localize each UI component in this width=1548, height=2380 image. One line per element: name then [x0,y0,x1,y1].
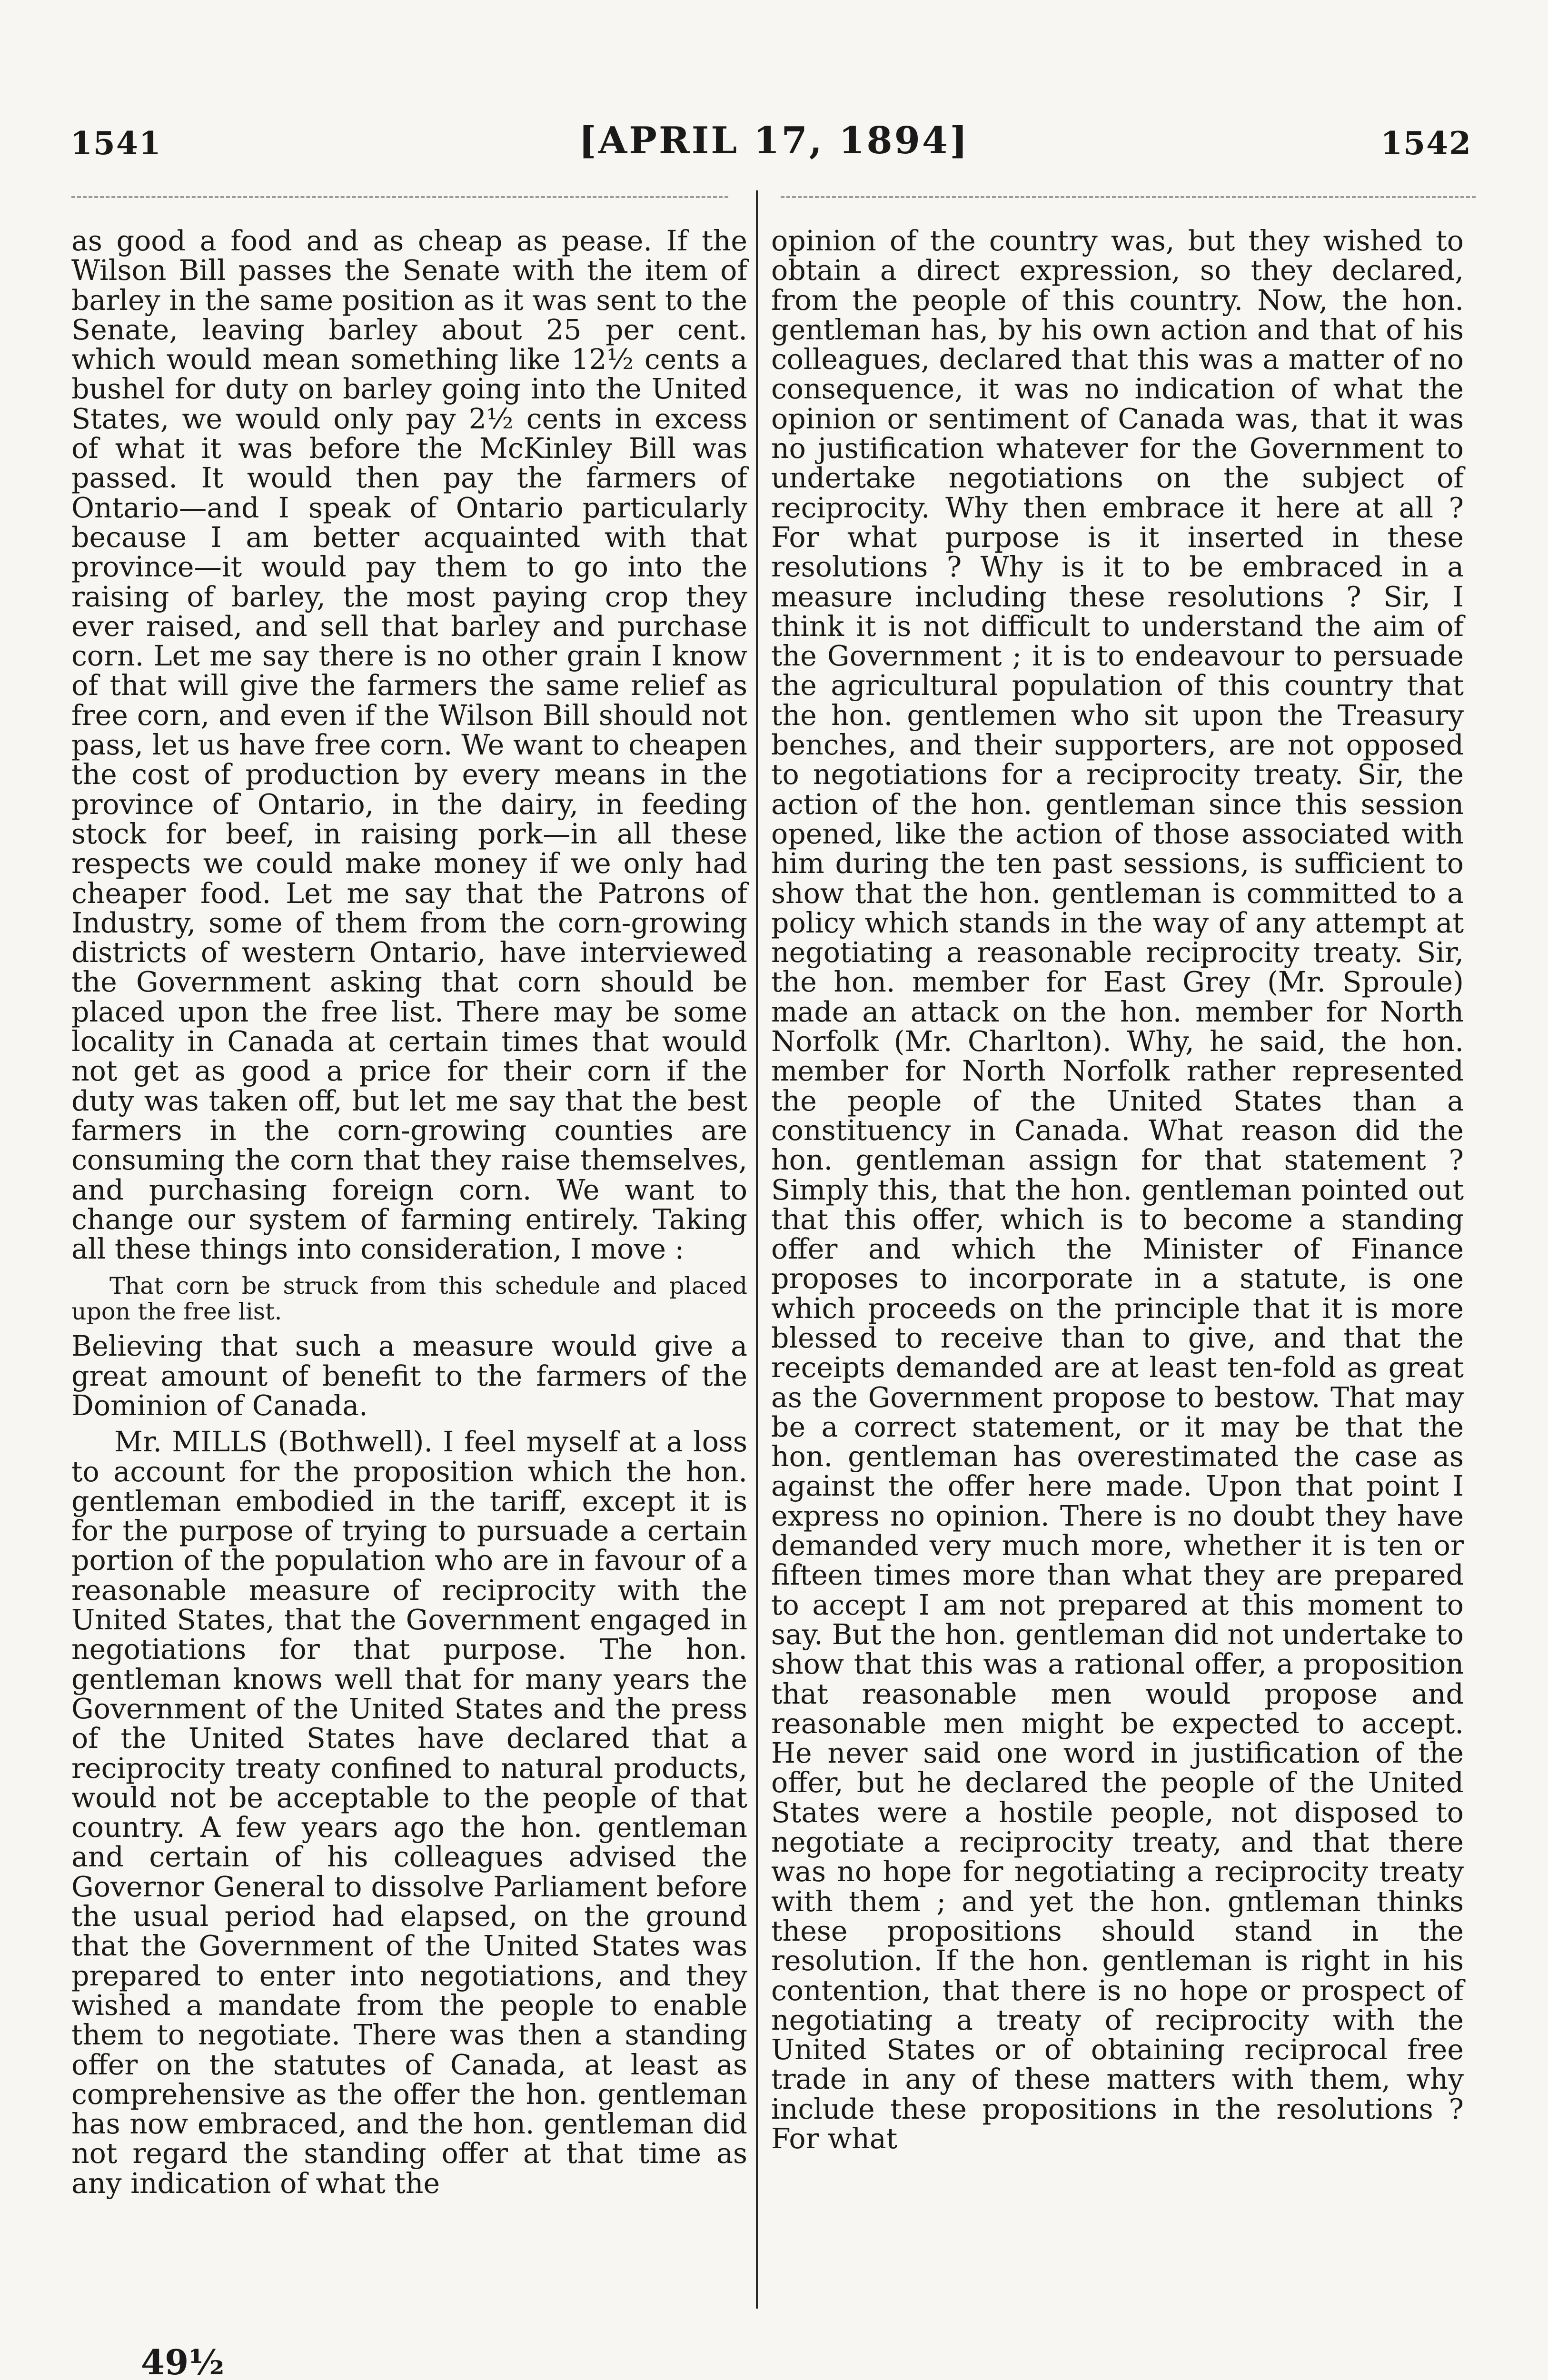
paragraph: as good a food and as cheap as pease. If the Wilson Bill passes the Senate with the item of barley in the same position as it was sent to the Senate, leaving barley about 25 per cent. which would mean something like 12½ cents a bushel for duty on barley going into the United States, we would only pay 2½ cents in excess of what it was before the McKinley Bill was passed. It would then pay the farmers of Ontario—and I speak of Ontario particularly because I am better acquainted with that province—it would pay them to go into the raising of barley, the most paying crop they ever raised, and sell that barley and purchase corn. Let me say there is no other grain I know of that will give the farmers the same relief as free corn, and even if the Wilson Bill should not pass, let us have free corn. We want to cheapen the cost of production by every means in the province of Ontario, in the dairy, in feeding stock for beef, in raising pork—in all these respects we could make money if we only had cheaper food. Let me say that the Patrons of Industry, some of them from the corn-growing districts of western Ontario, have interviewed the Government asking that corn should be placed upon the free list. There may be some locality in Canada at certain times that would not get as good a price for their corn if the duty was taken off, but let me say that the best farmers in the corn-growing counties are consuming the corn that they raise themselves, and purchasing foreign corn. We want to change our system of farming entirely. Taking all these things into consideration, I move : [71,225,747,1266]
page-number-right: 1542 [1380,125,1472,162]
text-column-right [771,226,1464,2153]
text-column-left [71,226,747,2198]
speech-text: I feel myself at a loss to account for the proposition which the hon. gentleman embodied in the tariff, except it is for the purpose of trying to pursuade a certain portion of the population who are in favour of a reasonable measure of reciprocity with the United States, that the Government engaged in negotiations for that purpose. The hon. gentleman knows well that for many years the Government of the United States and the press of the United States have declared that a reciprocity treaty confined to natural products, would not be acceptable to the people of that country. A few years ago the hon. gentleman and certain of his colleagues advised the Governor General to dissolve Parliament before the usual period had elapsed, on the ground that the Government of the United States was prepared to enter into negotiations, and they wished a mandate from the people to enable them to negotiate. There was then a standing offer on the statutes of Canada, at least as comprehensive as the offer the hon. gentleman has now embraced, and the hon. gentleman did not regard the standing offer at that time as any indication of what the [71,1426,747,2200]
column-divider [756,190,758,2309]
quoted-motion: That corn be struck from this schedule and placed upon the free list. [71,1272,747,1326]
header-rule-right [781,196,1476,198]
paragraph: Believing that such a measure would give a great amount of benefit to the farmers of the Dominion of Canada. [71,1330,747,1422]
page-number-left: 1541 [70,125,162,162]
page-date-header: [APRIL 17, 1894] [578,119,970,162]
speech-paragraph [71,1427,747,2198]
signature-mark: 49½ [141,2342,225,2380]
header-rule-left [71,196,728,198]
paragraph: opinion of the country was, but they wished to obtain a direct expression, so they declared, from the people of this country. Now, the hon. gentleman has, by his own action and that of his colleagues, declared that this was a matter of no consequence, it was no indication of what the opinion or sentiment of Canada was, that it was no justification whatever for the Government to undertake negotiations on the subject of reciprocity. Why then embrace it here at all ? For what purpose is it inserted in these resolutions ? Why is it to be embraced in a measure including these resolutions ? Sir, I think it is not difficult to understand the aim of the Government ; it is to endeavour to persuade the agricultural population of this country that the hon. gentlemen who sit upon the Treasury benches, and their supporters, are not opposed to negotiations for a reciprocity treaty. Sir, the action of the hon. gentleman since this session opened, like the action of those associated with him during the ten past sessions, is sufficient to show that the hon. gentleman is committed to a policy which stands in the way of any attempt at negotiating a reasonable reciprocity treaty. Sir, the hon. member for East Grey (Mr. Sproule) made an attack on the hon. member for North Norfolk (Mr. Charlton). Why, he said, the hon. member for North Norfolk rather represented the people of the United States than a constituency in Canada. What reason did the hon. gentleman assign for that statement ? Simply this, that the hon. gentleman pointed out that this offer, which is to become a standing offer and which the Minister of Finance proposes to incorporate in a statute, is one which proceeds on the principle that it is more blessed to receive than to give, and that the receipts demanded are at least ten-fold as great as the Government propose to bestow. That may be a correct statement, or it may be that the hon. gentleman has overestimated the case as against the offer here made. Upon that point I express no opinion. There is no doubt they have demanded very much more, whether it is ten or fifteen times more than what they are prepared to accept I am not prepared at this moment to say. But the hon. gentleman did not undertake to show that this was a rational offer, a proposition that reasonable men would propose and reasonable men might be expected to accept. He never said one word in justification of the offer, but he declared the people of the United States were a hostile people, not disposed to negotiate a reciprocity treaty, and that there was no hope for negotiating a reciprocity treaty with them ; and yet the hon. gntleman thinks these propositions should stand in the resolution. If the hon. gentleman is right in his contention, that there is no hope or prospect of negotiating a treaty of reciprocity with the United States or of obtaining reciprocal free trade in any of these matters with them, why include these propositions in the resolutions ? For what [771,225,1464,2155]
speaker-name: Mr. MILLS (Bothwell). [114,1426,433,1458]
